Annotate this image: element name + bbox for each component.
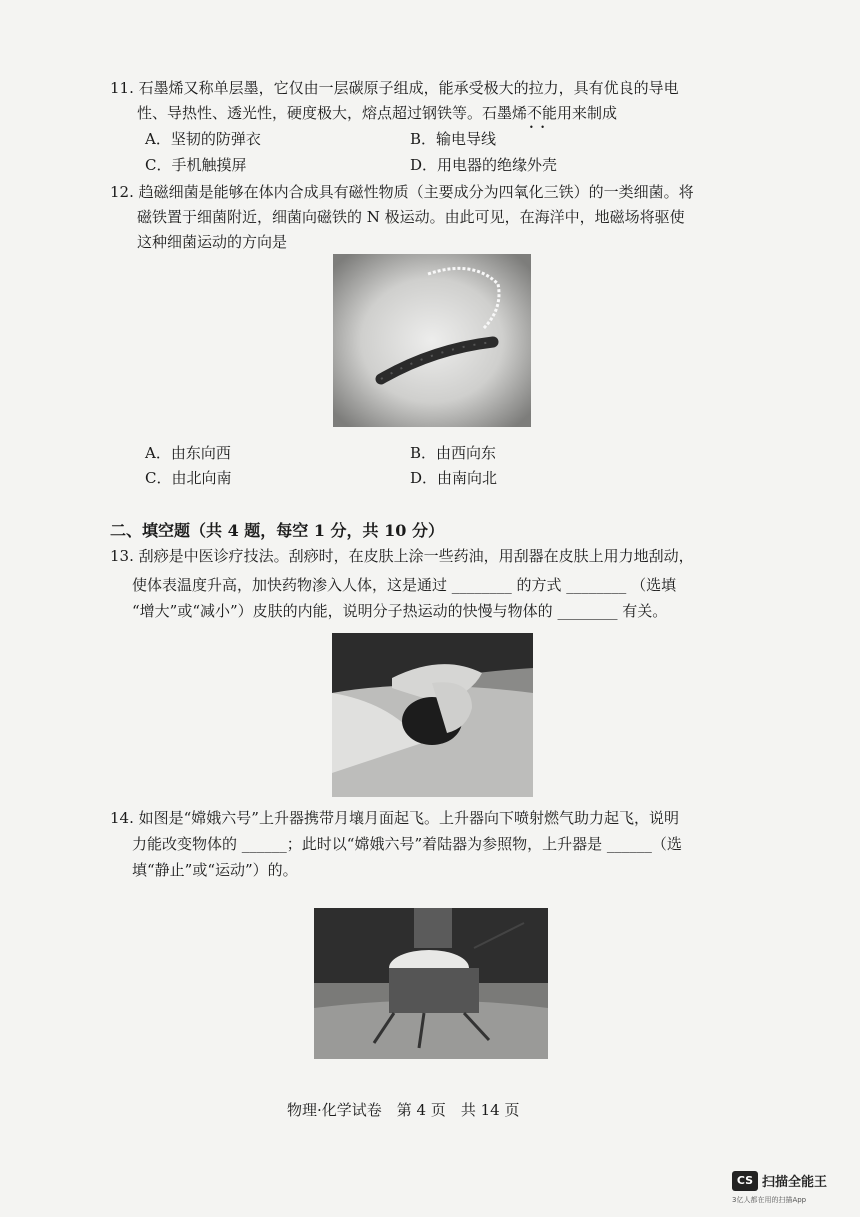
q12-option-a: A．由东向西 (145, 444, 231, 462)
q14-line2: 力能改变物体的 ______；此时以“嫦娥六号”着陆器为参照物，上升器是 ______（选 (132, 835, 682, 853)
q13-line3: “增大”或“减小”）皮肤的内能，说明分子热运动的快慢与物体的 ________ 有关。 (132, 602, 668, 620)
change6-lander-photo (314, 908, 548, 1059)
q11-option-b: B．输电导线 (410, 130, 497, 148)
section-heading: 二、填空题（共 4 题，每空 1 分，共 10 分） (110, 521, 444, 540)
page-footer: 物理·化学试卷 第 4 页 共 14 页 (287, 1101, 520, 1119)
q14-line1: 14. 如图是“嫦娥六号”上升器携带月壤月面起飞。上升器向下喷射燃气助力起飞，说明 (110, 809, 679, 827)
q12-line1: 12. 趋磁细菌是能够在体内合成具有磁性物质（主要成分为四氧化三铁）的一类细菌。将 (110, 183, 694, 201)
q11-option-c: C．手机触摸屏 (145, 156, 247, 174)
q11-line2 (137, 103, 617, 123)
q12-option-d: D．由南向北 (410, 469, 498, 487)
q11-option-a: A．坚韧的防弹衣 (145, 130, 261, 148)
q11-option-d: D．用电器的绝缘外壳 (410, 156, 558, 174)
gua-sha-photo (332, 633, 533, 797)
q12-line3: 这种细菌运动的方向是 (137, 233, 288, 251)
scanner-watermark (732, 1167, 842, 1203)
q12-option-b: B．由西向东 (410, 444, 497, 462)
q12-line2: 磁铁置于细菌附近，细菌向磁铁的 N 极运动。由此可见，在海洋中，地磁场将驱使 (137, 208, 685, 226)
watermark-name: 扫描全能王 (762, 1175, 828, 1190)
q12-option-c: C．由北向南 (145, 469, 232, 487)
q11-line1: 11. 石墨烯又称单层墨，它仅由一层碳原子组成，能承受极大的拉力，具有优良的导电 (110, 79, 679, 97)
q13-line1: 13. 刮痧是中医诊疗技法。刮痧时，在皮肤上涂一些药油，用刮器在皮肤上用力地刮动， (110, 547, 694, 565)
bacteria-photo (333, 254, 531, 427)
q11-emphasis: 不能 • • (527, 104, 557, 122)
watermark-sub: 3亿人都在用的扫描App (732, 1196, 807, 1204)
q11-line2c: 用来制成 (557, 104, 618, 122)
q11-line2a: 性、导热性、透光性，硬度极大，熔点超过钢铁等。石墨烯 (137, 104, 528, 122)
cs-logo-icon: CS (732, 1171, 758, 1191)
q14-line3: 填“静止”或“运动”）的。 (132, 861, 298, 879)
q13-line2: 使体表温度升高，加快药物渗入人体，这是通过 ________ 的方式 ________ （选填 (132, 576, 677, 594)
